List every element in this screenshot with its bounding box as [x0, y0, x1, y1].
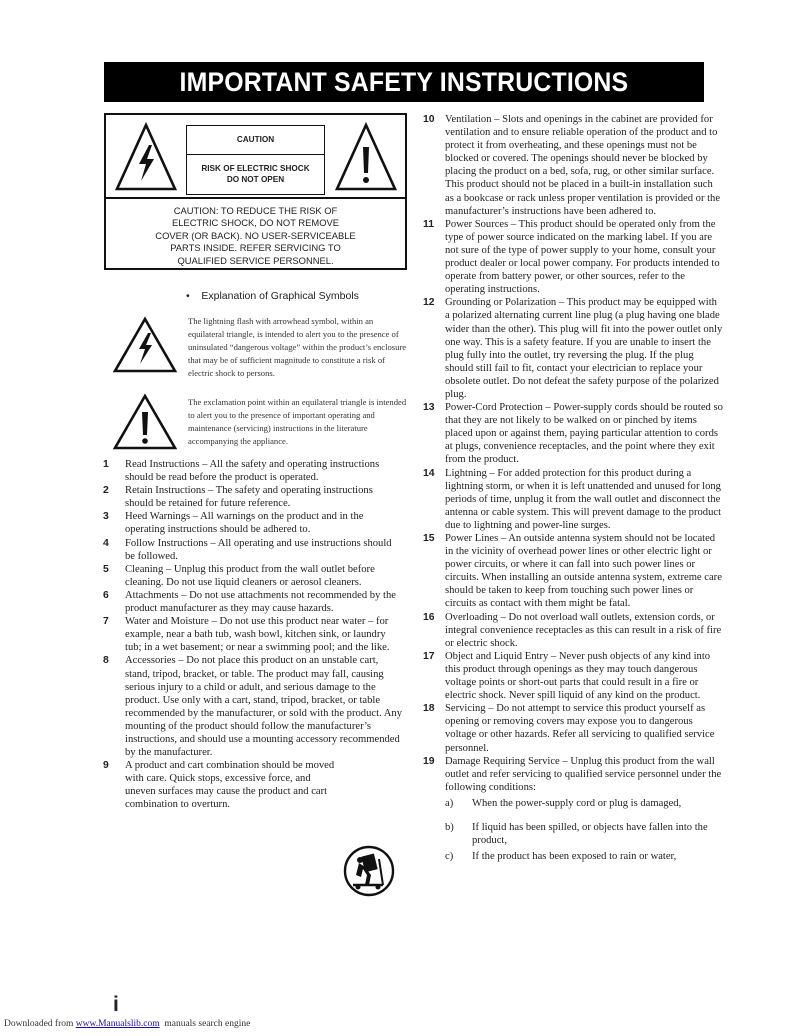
item-text: Ventilation – Slots and openings in the cabinet are provided for ventilation and to ensure reliable operation of the product and to protect it from overheating, and these openings must not be blocked or covered. The openings should never be blocked by placing the product on a bed, sofa, rug, or other similar surface. This product should not be placed in a built-in installation such as a bookcase or rack unless proper ventilation is provided or the manufacturer’s instructions have been adhered to.: [445, 114, 721, 217]
item-text: Heed Warnings – All warnings on the product and in the operating instructions should be adhered to.: [125, 511, 364, 536]
instruction-item: [423, 755, 723, 794]
lightning-triangle-icon: [114, 121, 178, 193]
instruction-item: [103, 537, 403, 563]
caution-text-line: COVER (OR BACK). NO USER-SERVICEABLE: [155, 229, 356, 241]
condition-item: [423, 821, 723, 847]
instruction-item: [423, 611, 723, 650]
caution-text-line: CAUTION: TO REDUCE THE RISK OF: [173, 205, 338, 216]
item-number: 7: [103, 616, 109, 628]
footer-link[interactable]: www.Manualslib.com: [75, 1019, 160, 1029]
page-title: [104, 62, 704, 102]
footer-suffix: manuals search engine: [159, 1019, 251, 1029]
lightning-triangle-icon: [112, 316, 178, 374]
condition-text: If the product has been exposed to rain or water,: [472, 850, 677, 862]
instruction-item: [103, 563, 403, 589]
item-number: 13: [423, 402, 435, 414]
instruction-item: [423, 702, 723, 754]
item-number: 8: [103, 655, 109, 667]
item-text: Retain Instructions – The safety and operating instructions should be retained for future reference.: [125, 485, 373, 510]
item-text: Attachments – Do not use attachments not recommended by the product manufacturer as they may cause hazards.: [125, 589, 396, 615]
exclamation-symbol-description: The exclamation point within an equilateral triangle is intended to alert you to the presence of important operating and maintenance (servicing) instructions in the literature accompanying the appliance.: [188, 397, 407, 446]
item-text: Object and Liquid Entry – Never push objects of any kind into this product through openings as they may touch dangerous voltage points or short-out parts that could result in a fire or electric shock. Never spill liquid of any kind on the product.: [445, 650, 711, 702]
cart-warning-icon: [343, 845, 395, 897]
item-number: 3: [103, 511, 109, 523]
condition-item: [423, 850, 723, 863]
instruction-item: [103, 759, 335, 811]
item-number: 4: [103, 537, 109, 549]
instruction-item: [423, 296, 723, 401]
explanation-heading: • Explanation of Graphical Symbols: [186, 290, 359, 302]
instruction-item: [423, 650, 723, 702]
condition-text: If liquid has been spilled, or objects have fallen into the product,: [472, 821, 708, 846]
instruction-item: [103, 510, 403, 536]
item-number: 9: [103, 760, 109, 772]
lightning-symbol-description: The lightning flash with arrowhead symbol, within an equilateral triangle, is intended to alert you to the presence of uninsulated “dangerous voltage” within the product’s enclosure that may be of sufficient magnitude to constitute a risk of electric shock to persons.: [188, 316, 407, 378]
instruction-item: [103, 589, 403, 615]
item-text: Power-Cord Protection – Power-supply cords should be routed so that they are not likely to be walked on or pinched by items placed upon or against them, paying particular attention to cords at plugs, convenience receptacles, and the point where they exit from the product.: [445, 402, 723, 466]
risk-line-1: RISK OF ELECTRIC SHOCK: [201, 164, 310, 173]
item-number: 14: [423, 467, 435, 479]
item-number: 2: [103, 485, 109, 497]
item-text: Water and Moisture – Do not use this product near water – for example, near a bath tub, wash bowl, kitchen sink, or laundry tub; in a wet basement; or near a swimming pool; and the like.: [125, 616, 390, 654]
instruction-item: [103, 654, 403, 759]
item-number: 18: [423, 703, 435, 715]
footer: [4, 1019, 250, 1029]
item-text: Accessories – Do not place this product on an unstable cart, stand, tripod, bracket, or table. The product may fall, causing serious injury to a child or adult, and serious damage to the product. Use only with a cart, stand, tripod, bracket, or table recommended by the manufacturer, or sold with the product. Any mounting of the product should follow the manufacturer’s instructions, and should use a mounting accessory recommended by the manufacturer.: [125, 655, 402, 759]
instruction-item: [423, 218, 723, 297]
item-text: Read Instructions – All the safety and operating instructions should be read before the product is operated.: [125, 459, 380, 484]
footer-prefix: Downloaded from: [4, 1019, 76, 1029]
risk-line-2: DO NOT OPEN: [226, 175, 285, 184]
caution-text-line: PARTS INSIDE. REFER SERVICING TO: [170, 242, 341, 254]
instruction-item: [103, 484, 403, 510]
instruction-item: [423, 532, 723, 611]
exclamation-triangle-icon: [334, 121, 398, 193]
condition-item: [423, 797, 723, 810]
item-number: 6: [103, 589, 109, 601]
page-number: i: [113, 993, 119, 1016]
item-text: Power Lines – An outside antenna system should not be located in the vicinity of overhead power lines or other electric light or power circuits, or where it can fall into such power lines or circuits. When installing an outside antenna system, extreme care should be taken to keep from touching such power lines or circuits as contact with them might be fatal.: [445, 533, 722, 610]
item-number: 15: [423, 533, 435, 544]
caution-text-line: QUALIFIED SERVICE PERSONNEL.: [177, 254, 334, 266]
instruction-item: [423, 467, 723, 532]
item-number: 19: [423, 755, 435, 767]
caution-text: [106, 203, 405, 267]
condition-letter: c): [445, 850, 454, 862]
item-number: 10: [423, 114, 435, 125]
item-text: A product and cart combination should be moved with care. Quick stops, excessive force, and uneven surfaces may cause the product and cart combination to overturn.: [125, 760, 335, 811]
instruction-list-right: [423, 113, 723, 863]
item-number: 5: [103, 563, 109, 575]
item-text: Servicing – Do not attempt to service this product yourself as opening or removing covers may expose you to dangerous voltage or other hazards. Refer all servicing to qualified service personnel.: [445, 703, 715, 754]
instruction-list-left: [103, 458, 403, 812]
caution-label-box: [186, 125, 325, 195]
caution-text-line: ELECTRIC SHOCK, DO NOT REMOVE: [171, 217, 340, 229]
item-text: Grounding or Polarization – This product may be equipped with a polarized alternating current line plug (a plug having one blade wider than the other). This plug will fit into the power outlet only one way. This is a safety feature. If you are unable to insert the plug fully into the outlet, try reversing the plug. If the plug should still fail to fit, contact your electrician to replace your obsolete outlet. Do not defeat the safety purpose of the polarized plug.: [445, 297, 723, 400]
caution-upper-panel: [106, 115, 405, 199]
risk-label: [187, 155, 324, 185]
item-text: Follow Instructions – All operating and use instructions should be followed.: [125, 537, 392, 562]
condition-text: When the power-supply cord or plug is damaged,: [472, 797, 682, 809]
item-text: Power Sources – This product should be operated only from the type of power source indicated on the marking label. If you are not sure of the type of power supply to your home, consult your product dealer or local power company. For products intended to operate from battery power, or other sources, refer to the operating instructions.: [445, 218, 720, 296]
item-text: Lightning – For added protection for this product during a lightning storm, or when it is left unattended and unused for long periods of time, unplug it from the wall outlet and disconnect the antenna or cable system. This will prevent damage to the product due to lightning and power-line surges.: [445, 467, 722, 531]
caution-label: CAUTION: [187, 126, 324, 155]
condition-letter: a): [445, 797, 454, 809]
instruction-item: [423, 113, 723, 218]
instruction-item: [103, 615, 403, 654]
exclamation-triangle-icon: [112, 393, 178, 451]
item-number: 11: [423, 218, 434, 230]
item-number: 1: [103, 459, 109, 470]
item-number: 12: [423, 297, 435, 309]
item-number: 17: [423, 650, 435, 662]
caution-box: [104, 113, 407, 270]
item-text: Damage Requiring Service – Unplug this product from the wall outlet and refer servicing to qualified service personnel under the following conditions:: [445, 755, 722, 793]
instruction-item: [423, 401, 723, 466]
condition-letter: b): [445, 821, 454, 833]
page-title-text: IMPORTANT SAFETY INSTRUCTIONS: [179, 67, 629, 97]
item-text: Overloading – Do not overload wall outlets, extension cords, or integral convenience receptacles as this can result in a risk of fire or electric shock.: [445, 611, 722, 649]
item-text: Cleaning – Unplug this product from the wall outlet before cleaning. Do not use liquid cleaners or aerosol cleaners.: [125, 563, 375, 588]
instruction-item: [103, 458, 403, 484]
item-number: 16: [423, 611, 435, 623]
